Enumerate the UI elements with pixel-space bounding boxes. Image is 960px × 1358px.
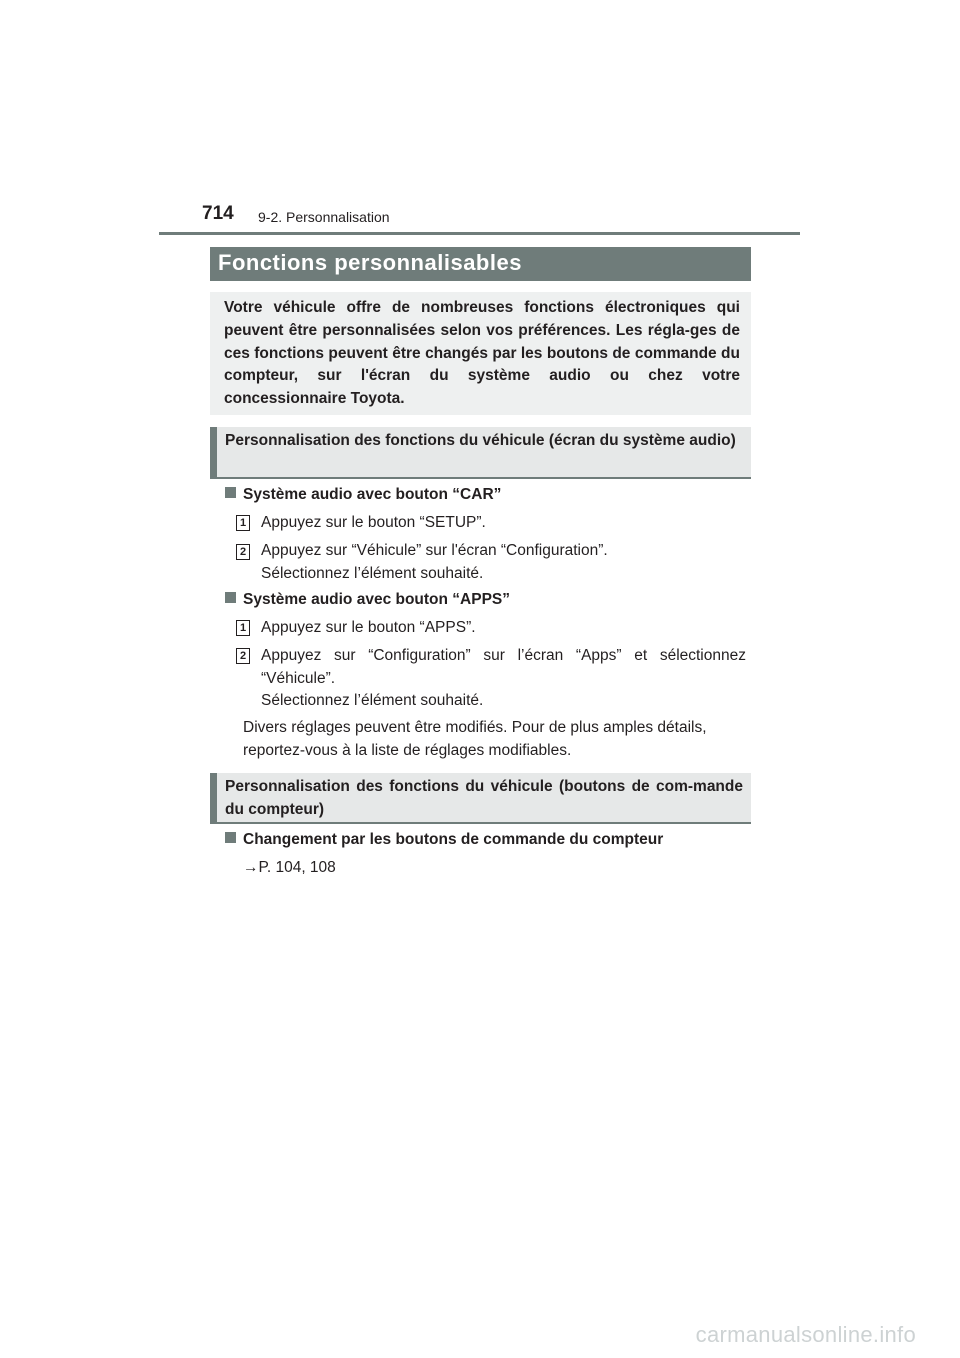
bullet-meter-title: Changement par les boutons de commande du compteur <box>243 831 664 848</box>
step-number-1: 1 <box>236 620 250 636</box>
step-text: Appuyez sur “Configuration” sur l’écran “Apps” et sélectionnez “Véhicule”. <box>261 647 746 687</box>
intro-text: Votre véhicule offre de nombreuses fonctions électroniques qui peuvent être personnalisées selon vos préférences. Les régla-ges de ces fonctions peuvent être changés par les boutons de commande du compteur, sur l'écran du système audio ou chez votre concessionnaire Toyota. <box>224 299 740 408</box>
intro-box <box>210 292 751 415</box>
step-text: Appuyez sur le bouton “APPS”. <box>261 619 476 636</box>
step-subtext: Sélectionnez l’élément souhaité. <box>261 565 484 582</box>
note-paragraph: Divers réglages peuvent être modifiés. Pour de plus amples détails, reportez-vous à la liste de réglages modifiables. <box>243 719 707 759</box>
step-subtext: Sélectionnez l’élément souhaité. <box>261 692 484 709</box>
section-heading-text: Personnalisation des fonctions du véhicule (écran du système audio) <box>225 432 736 449</box>
bullet-square-icon <box>225 592 236 603</box>
chapter-title: 9-2. Personnalisation <box>258 209 390 225</box>
step-number-2: 2 <box>236 648 250 664</box>
header-rule <box>159 232 800 235</box>
bullet-square-icon <box>225 487 236 498</box>
step-text: Appuyez sur le bouton “SETUP”. <box>261 514 486 531</box>
bullet-meter <box>225 831 663 849</box>
step-text: Appuyez sur “Véhicule” sur l'écran “Configuration”. <box>261 542 608 559</box>
bullet-apps-title: Système audio avec bouton “APPS” <box>243 591 511 608</box>
bullet-square-icon <box>225 832 236 843</box>
page-reference-link[interactable]: →P. 104, 108 <box>243 859 336 876</box>
section-heading-text: Personnalisation des fonctions du véhicule (boutons de com-mande du compteur) <box>225 778 743 818</box>
section-heading-audio <box>210 427 751 479</box>
page-title: Fonctions personnalisables <box>218 250 522 275</box>
bullet-apps <box>225 591 510 609</box>
bullet-car-title: Système audio avec bouton “CAR” <box>243 486 502 503</box>
page-title-bar <box>210 247 751 281</box>
page-number: 714 <box>202 203 234 224</box>
section-marker <box>210 427 217 477</box>
section-heading-meter <box>210 773 751 824</box>
step-number-2: 2 <box>236 544 250 560</box>
section-marker <box>210 773 217 822</box>
bullet-car <box>225 486 501 504</box>
step-number-1: 1 <box>236 515 250 531</box>
watermark: carmanualsonline.info <box>695 1322 916 1347</box>
